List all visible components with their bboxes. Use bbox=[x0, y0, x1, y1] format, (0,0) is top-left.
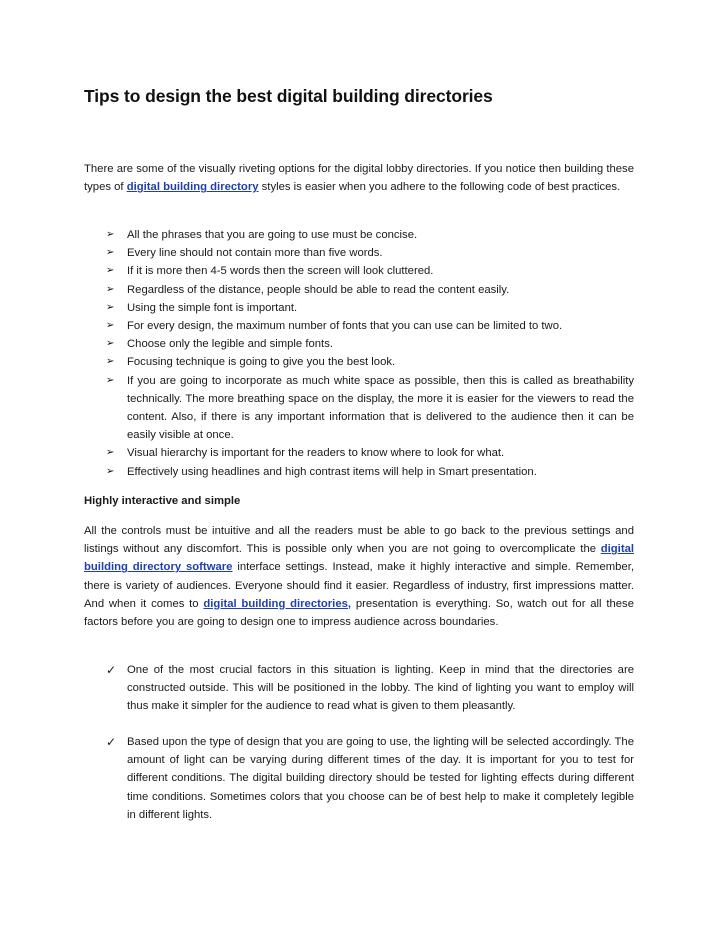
checkmark-icon: ✓ bbox=[106, 663, 117, 677]
arrow-bullet-icon: ➢ bbox=[106, 356, 115, 368]
section-heading: Highly interactive and simple bbox=[84, 495, 241, 507]
list-item-text: Every line should not contain more than five words. bbox=[127, 247, 383, 260]
list-item-text: For every design, the maximum number of fonts that you can use can be limited to two. bbox=[127, 320, 563, 333]
list-item-text: Focusing technique is going to give you the best look. bbox=[127, 356, 396, 369]
list-item bbox=[84, 281, 634, 299]
intro-text-before: There are some of the visually riveting options for the digital lobby directories. If you notice then building these types of bbox=[84, 163, 634, 194]
section-text-part2: interface settings. Instead, make it highly interactive and simple. Remember, there is variety of audiences. Everyone should find it easier. Regardless of industry, first impressions matter. And when it comes to bbox=[84, 561, 634, 610]
list-item-text: Using the simple font is important. bbox=[127, 301, 298, 314]
arrow-bullet-icon: ➢ bbox=[106, 338, 115, 350]
arrow-bullet-icon: ➢ bbox=[106, 247, 115, 259]
list-item bbox=[84, 335, 634, 353]
arrow-bullet-icon: ➢ bbox=[106, 301, 115, 313]
intro-text-after: styles is easier when you adhere to the following code of best practices. bbox=[258, 181, 621, 194]
list-item bbox=[84, 372, 634, 445]
tips-list bbox=[84, 226, 634, 481]
arrow-bullet-icon: ➢ bbox=[106, 320, 115, 332]
list-item-text: If it is more then 4-5 words then the screen will look cluttered. bbox=[127, 265, 434, 278]
section-text-part1: All the controls must be intuitive and all the readers must be able to go back to the previous settings and listings without any discomfort. This is possible only when you are not going to overcomplicate the bbox=[84, 525, 634, 556]
page-title: Tips to design the best digital building directories bbox=[84, 86, 493, 106]
arrow-bullet-icon: ➢ bbox=[106, 465, 115, 477]
checkmark-icon: ✓ bbox=[106, 735, 117, 749]
section-text-part3: presentation is everything. So, watch out for all these factors before you are going to design one to impress audience across boundaries. bbox=[84, 597, 634, 629]
check-list-item bbox=[84, 661, 634, 716]
list-item bbox=[84, 463, 634, 481]
list-item bbox=[84, 317, 634, 335]
list-item-text: All the phrases that you are going to use must be concise. bbox=[127, 229, 418, 241]
list-item-text: Choose only the legible and simple fonts. bbox=[127, 338, 333, 351]
intro-paragraph bbox=[84, 160, 634, 196]
section-paragraph bbox=[84, 522, 634, 631]
list-item-text: Effectively using headlines and high contrast items will help in Smart presentation. bbox=[127, 465, 537, 478]
list-item bbox=[84, 226, 634, 244]
arrow-bullet-icon: ➢ bbox=[106, 447, 115, 459]
list-item bbox=[84, 244, 634, 262]
arrow-bullet-icon: ➢ bbox=[106, 283, 115, 295]
arrow-bullet-icon: ➢ bbox=[106, 374, 115, 386]
list-item bbox=[84, 353, 634, 371]
list-item-text: If you are going to incorporate as much white space as possible, then this is called as breathability technically. The more breathing space on the display, the more it is easier for the viewers to read the content. Also, if there is any important information that is delivered to the audience then it can be easily visible at once. bbox=[127, 374, 634, 442]
list-item bbox=[84, 444, 634, 462]
digital-building-directory-link[interactable]: digital building directory bbox=[126, 181, 259, 194]
check-list-item-text: One of the most crucial factors in this situation is lighting. Keep in mind that the directories are constructed outside. This will be positioned in the lobby. The kind of lighting you want to employ will thus make it simpler for the audience to read what is given to them pleasantly. bbox=[127, 664, 634, 713]
digital-building-directory-software-link[interactable]: digital building directory software bbox=[84, 543, 634, 574]
list-item bbox=[84, 299, 634, 317]
arrow-bullet-icon: ➢ bbox=[106, 265, 115, 277]
check-list-item-text: Based upon the type of design that you are going to use, the lighting will be selected accordingly. The amount of light can be varying during different times of the day. It is important for you to test for different conditions. The digital building directory should be tested for lighting effects during different time conditions. Sometimes colors that you choose can be of best help to make it completely legible in different lights. bbox=[127, 736, 634, 821]
arrow-bullet-icon: ➢ bbox=[106, 229, 115, 240]
list-item-text: Regardless of the distance, people should be able to read the content easily. bbox=[127, 283, 510, 296]
digital-building-directories-link[interactable]: digital building directories, bbox=[203, 597, 352, 610]
list-item bbox=[84, 262, 634, 280]
list-item-text: Visual hierarchy is important for the readers to know where to look for what. bbox=[127, 447, 505, 460]
check-list-item bbox=[84, 733, 634, 824]
